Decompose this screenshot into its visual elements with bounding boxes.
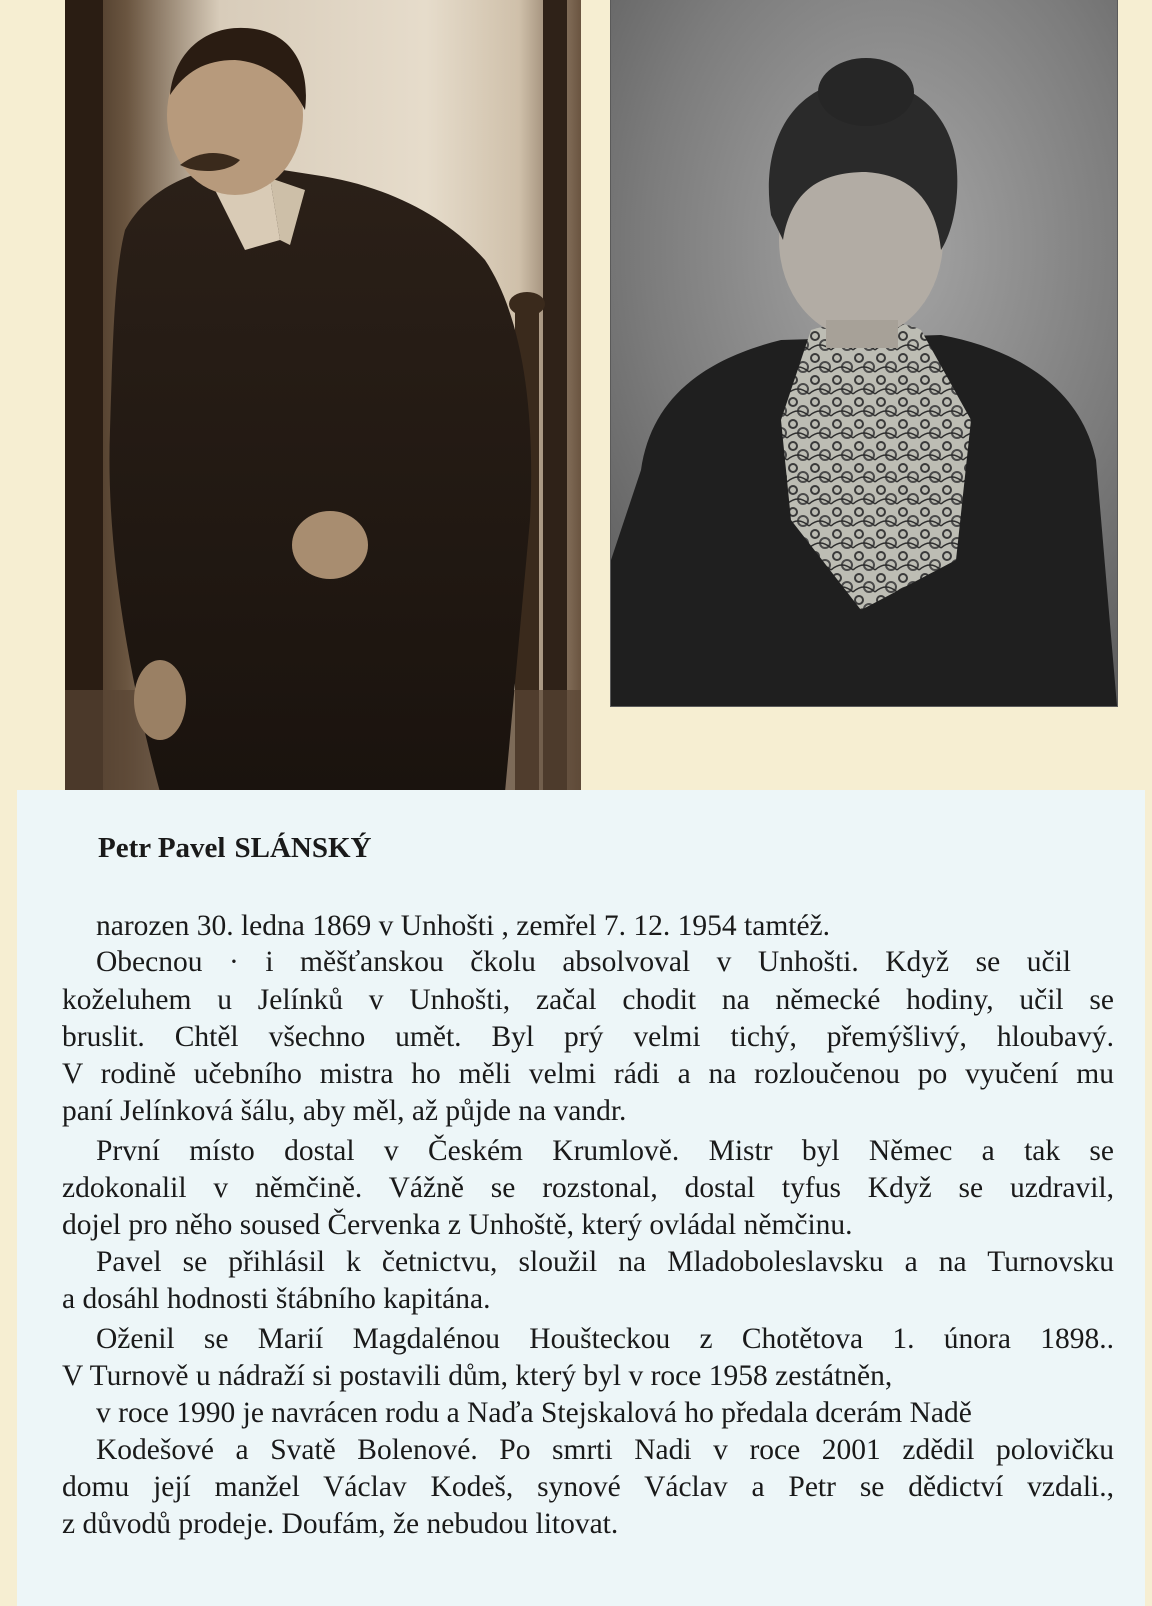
grayscale-portrait-photo-icon — [611, 0, 1117, 706]
bio-line-2: Obecnou · i měšťanskou čkolu absolvoval v Unhošti. Když se učil — [96, 946, 1071, 978]
portrait-photo-man — [65, 0, 581, 792]
bio-line-8: zdokonalil v němčině. Vážně se rozstonal, dostal tyfus Když se uzdravil, — [62, 1172, 1114, 1204]
bio-line-13: V Turnově u nádraží si postavili dům, který byl v roce 1958 zestátněn, — [62, 1360, 893, 1392]
given-names: Petr Pavel — [98, 832, 226, 864]
bio-line-14: v roce 1990 je navrácen rodu a Naďa Stejskalová ho předala dcerám Nadě — [96, 1397, 972, 1429]
bio-line-12: Oženil se Marií Magdalénou Houšteckou z Chotětova 1. února 1898.. — [96, 1323, 1114, 1355]
person-name-heading — [98, 832, 371, 865]
surname: SLÁNSKÝ — [234, 832, 372, 864]
portrait-photo-woman — [611, 0, 1117, 706]
bio-line-3: koželuhem u Jelínků v Unhošti, začal chodit na německé hodiny, učil se — [62, 984, 1114, 1016]
biography-sheet — [17, 790, 1145, 1606]
bio-line-7: První místo dostal v Českém Krumlově. Mistr byl Němec a tak se — [96, 1135, 1114, 1167]
bio-line-1: narozen 30. ledna 1869 v Unhošti , zemřel 7. 12. 1954 tamtéž. — [96, 910, 831, 942]
bio-line-10: Pavel se přihlásil k četnictvu, sloužil na Mladoboleslavsku a na Turnovsku — [96, 1246, 1114, 1278]
bio-line-9: dojel pro něho soused Červenka z Unhoště, který ovládal němčinu. — [62, 1209, 853, 1241]
bio-line-16: domu její manžel Václav Kodeš, synové Václav a Petr se dědictví vzdali., — [62, 1471, 1114, 1503]
bio-line-17: z důvodů prodeje. Doufám, že nebudou litovat. — [62, 1508, 619, 1540]
sepia-portrait-photo-icon — [65, 0, 581, 792]
bio-line-4: bruslit. Chtěl všechno umět. Byl prý velmi tichý, přemýšlivý, hloubavý. — [62, 1021, 1114, 1053]
bio-line-15: Kodešové a Svatě Bolenové. Po smrti Nadi v roce 2001 zdědil polovičku — [96, 1434, 1114, 1466]
bio-line-5: V rodině učebního mistra ho měli velmi rádi a na rozloučenou po vyučení mu — [62, 1058, 1114, 1090]
bio-line-11: a dosáhl hodnosti štábního kapitána. — [62, 1283, 491, 1315]
bio-line-6: paní Jelínková šálu, aby měl, až půjde na vandr. — [62, 1095, 627, 1127]
